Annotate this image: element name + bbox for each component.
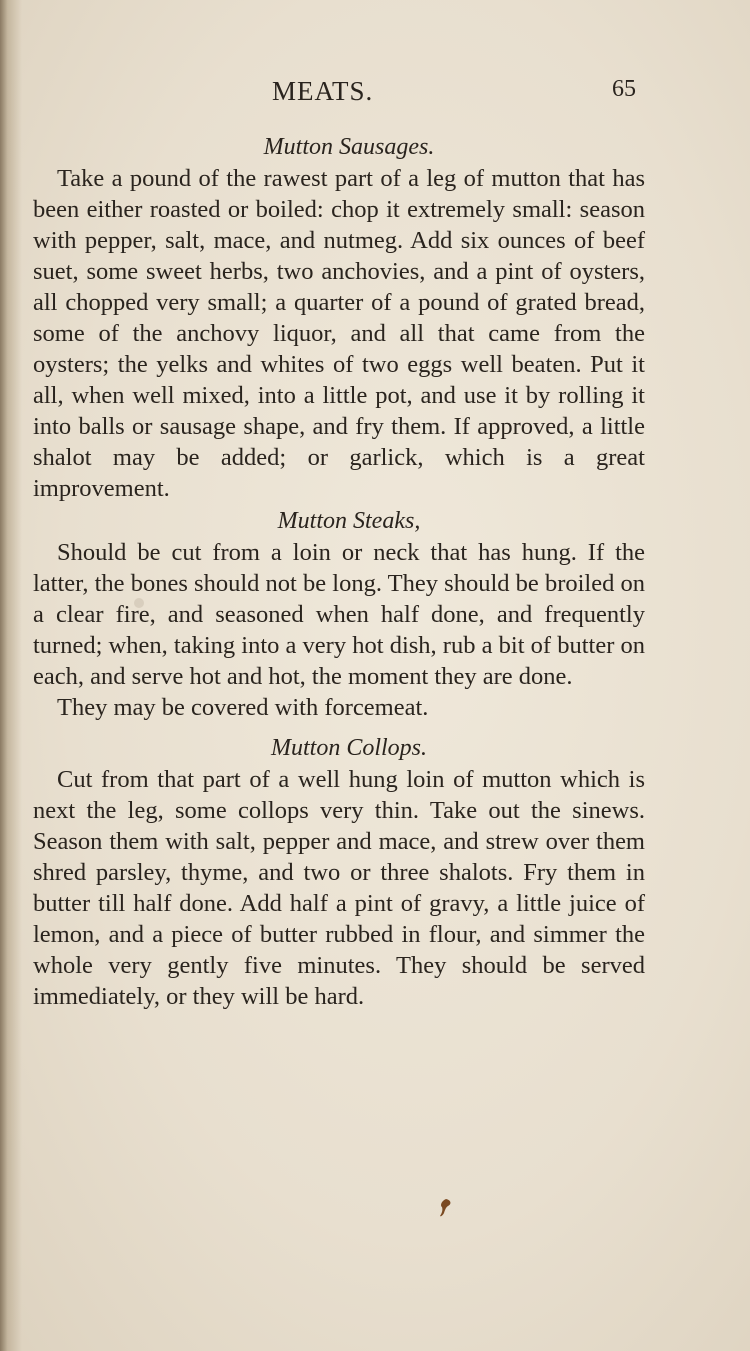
paragraph-mutton-collops: Cut from that part of a well hung loin of mutton which is next the leg, some collops very thin. Take out the sinews. Season them with salt, pepper and mace, and strew over them shred parsley, thyme, and two or three shalots. Fry them in butter till half done. Add half a pint of gravy, a little juice of lemon, and a piece of butter rubbed in flour, and simmer the whole very gently five minutes. They should be served immediately, or they will be hard. xyxy=(33,766,645,1010)
section-heading-mutton-sausages: Mutton Sausages. xyxy=(263,134,435,160)
section-heading-mutton-steaks: Mutton Steaks, xyxy=(277,508,421,534)
section-heading-mutton-collops: Mutton Collops. xyxy=(270,735,427,761)
paper-smudge xyxy=(134,598,144,608)
page-header xyxy=(0,76,750,112)
paragraph-forcemeat: They may be covered with forcemeat. xyxy=(57,694,429,721)
running-head: MEATS. xyxy=(272,76,374,106)
page-text xyxy=(33,132,645,1012)
ink-blot-icon xyxy=(436,1198,454,1218)
binding-gutter xyxy=(0,0,22,1351)
paragraph-mutton-steaks: Should be cut from a loin or neck that has hung. If the latter, the bones should not be long. They should be broiled on a clear fire, and seasoned when half done, and frequently turned; when, taking into a very hot dish, rub a bit of butter on each, and serve hot and hot, the moment they are done. xyxy=(33,539,645,690)
page-number: 65 xyxy=(612,76,636,102)
paragraph-mutton-sausages: Take a pound of the rawest part of a leg of mutton that has been either roasted or boiled: chop it extremely small: season with pepper, salt, mace, and nutmeg. Add six ounces of beef suet, some sweet herbs, two anchovies, and a pint of oysters, all chopped very small; a quarter of a pound of grated bread, some of the anchovy liquor, and all that came from the oysters; the yelks and whites of two eggs well beaten. Put it all, when well mixed, into a little pot, and use it by rolling it into balls or sausage shape, and fry them. If approved, a little shalot may be added; or garlick, which is a great improvement. xyxy=(33,165,645,502)
